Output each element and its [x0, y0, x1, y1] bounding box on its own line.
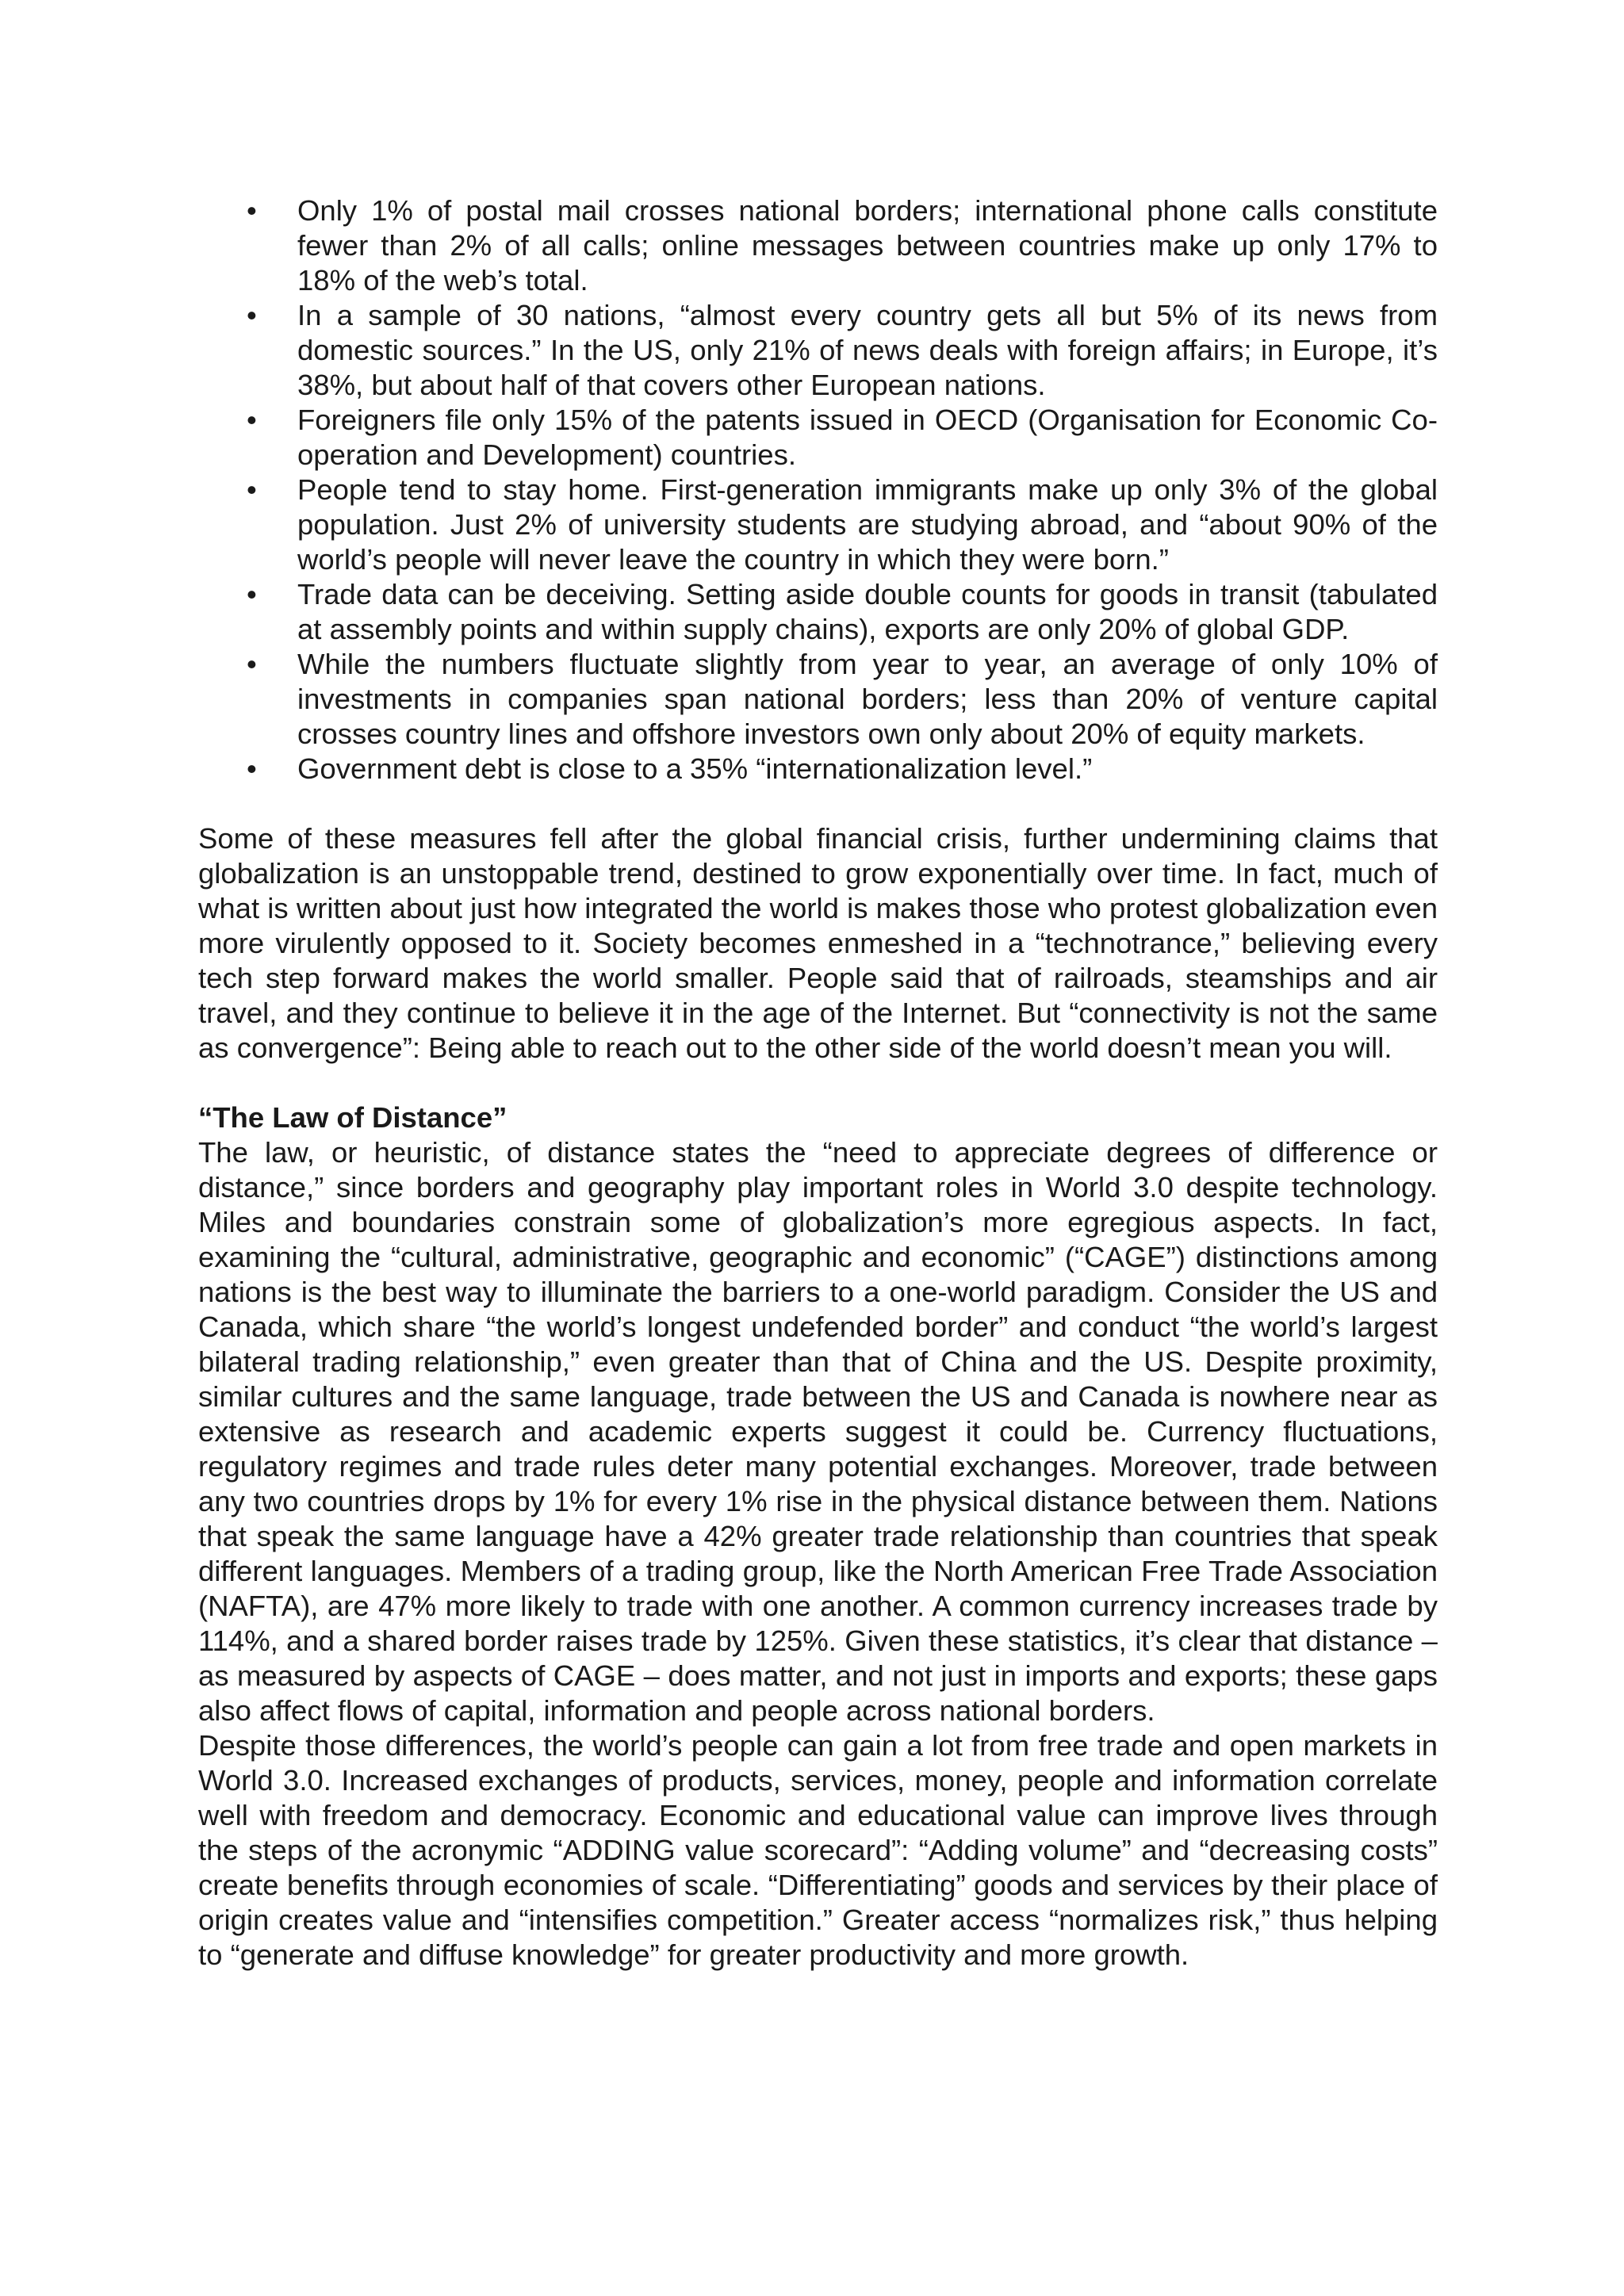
list-item-text: People tend to stay home. First-generation immigrants make up only 3% of the global population. Just 2% of university students are studying abroad, and “about 90% of the world’s people will never leave the country in which they were born.”: [297, 473, 1438, 576]
list-item: [198, 193, 1438, 298]
bullet-icon: •: [247, 752, 257, 785]
list-item: [198, 752, 1438, 786]
bullet-icon: •: [247, 648, 257, 680]
statistics-bullet-list: [198, 193, 1438, 786]
list-item: [198, 577, 1438, 647]
bullet-icon: •: [247, 194, 257, 227]
list-item-text: Government debt is close to a 35% “internationalization level.”: [297, 752, 1093, 785]
list-item-text: Foreigners file only 15% of the patents issued in OECD (Organisation for Economic Co-operation and Development) countries.: [297, 404, 1438, 471]
list-item: [198, 647, 1438, 752]
document-page: [198, 193, 1438, 1973]
list-item-text: Trade data can be deceiving. Setting aside double counts for goods in transit (tabulated at assembly points and within supply chains), exports are only 20% of global GDP.: [297, 578, 1438, 645]
section-heading-law-of-distance: “The Law of Distance”: [198, 1101, 508, 1134]
paragraph-globalization-measures: Some of these measures fell after the global financial crisis, further undermining claims that globalization is an unstoppable trend, destined to grow exponentially over time. In fact, much of what is written about just how integrated the world is makes those who protest globalization even more virulently opposed to it. Society becomes enmeshed in a “technotrance,” believing every tech step forward makes the world smaller. People said that of railroads, steamships and air travel, and they continue to believe it in the age of the Internet. But “connectivity is not the same as convergence”: Being able to reach out to the other side of the world doesn’t mean you will.: [198, 822, 1438, 1064]
bullet-icon: •: [247, 578, 257, 610]
list-item: [198, 473, 1438, 577]
list-item-text: While the numbers fluctuate slightly from year to year, an average of only 10% of investments in companies span national borders; less than 20% of venture capital crosses country lines and offshore investors own only about 20% of equity markets.: [297, 648, 1438, 750]
paragraph-law-of-distance: The law, or heuristic, of distance states the “need to appreciate degrees of difference or distance,” since borders and geography play important roles in World 3.0 despite technology. Miles and boundaries constrain some of globalization’s more egregious aspects. In fact, examining the “cultural, administrative, geographic and economic” (“CAGE”) distinctions among nations is the best way to illuminate the barriers to a one-world paradigm. Consider the US and Canada, which share “the world’s longest undefended border” and conduct “the world’s largest bilateral trading relationship,” even greater than that of China and the US. Despite proximity, similar cultures and the same language, trade between the US and Canada is nowhere near as extensive as research and academic experts suggest it could be. Currency fluctuations, regulatory regimes and trade rules deter many potential exchanges. Moreover, trade between any two countries drops by 1% for every 1% rise in the physical distance between them. Nations that speak the same language have a 42% greater trade relationship than countries that speak different languages. Members of a trading group, like the North American Free Trade Association (NAFTA), are 47% more likely to trade with one another. A common currency increases trade by 114%, and a shared border raises trade by 125%. Given these statistics, it’s clear that distance – as measured by aspects of CAGE – does matter, and not just in imports and exports; these gaps also affect flows of capital, information and people across national borders.: [198, 1136, 1438, 1727]
list-item: [198, 403, 1438, 473]
bullet-icon: •: [247, 299, 257, 331]
paragraph-adding-value: Despite those differences, the world’s people can gain a lot from free trade and open markets in World 3.0. Increased exchanges of products, services, money, people and information correlate well with freedom and democracy. Economic and educational value can improve lives through the steps of the acronymic “ADDING value scorecard”: “Adding volume” and “decreasing costs” create benefits through economies of scale. “Differentiating” goods and services by their place of origin creates value and “intensifies competition.” Greater access “normalizes risk,” thus helping to “generate and diffuse knowledge” for greater productivity and more growth.: [198, 1729, 1438, 1971]
list-item-text: In a sample of 30 nations, “almost every country gets all but 5% of its news from domestic sources.” In the US, only 21% of news deals with foreign affairs; in Europe, it’s 38%, but about half of that covers other European nations.: [297, 299, 1438, 401]
bullet-icon: •: [247, 473, 257, 506]
list-item: [198, 298, 1438, 403]
list-item-text: Only 1% of postal mail crosses national borders; international phone calls constitute fewer than 2% of all calls; online messages between countries make up only 17% to 18% of the web’s total.: [297, 194, 1438, 297]
bullet-icon: •: [247, 404, 257, 436]
